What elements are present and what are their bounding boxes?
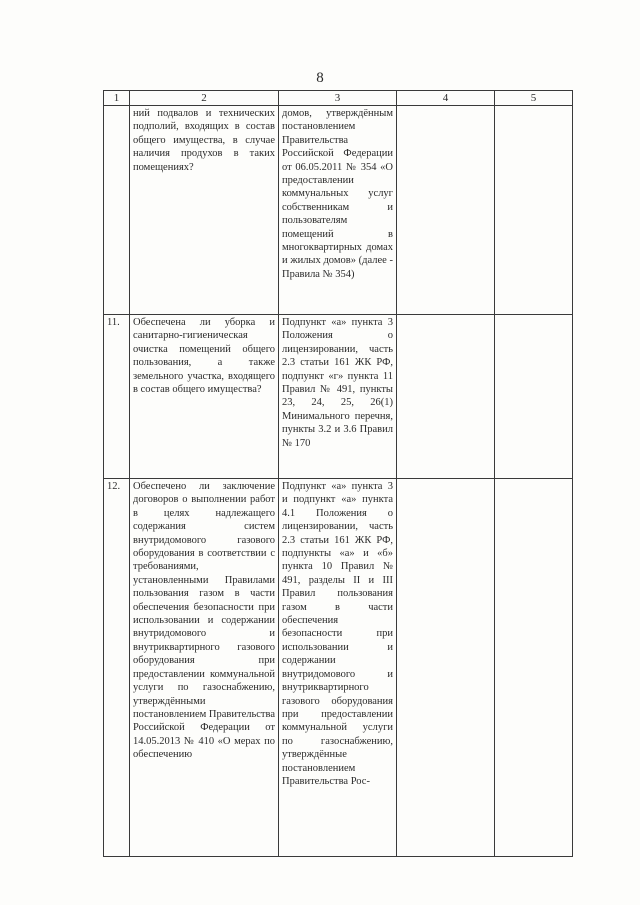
checklist-table <box>103 90 573 857</box>
header-col-2: 2 <box>130 91 279 106</box>
note-cell <box>495 315 573 479</box>
row-number: 11. <box>104 315 130 479</box>
question-cell: Обеспечена ли уборка и санитарно-гигиеническая очистка помещений общего пользования, а также земельного участка, входящего в состав общего имущества? <box>130 315 279 479</box>
header-col-4: 4 <box>397 91 495 106</box>
table-header-row <box>104 91 573 106</box>
header-col-5: 5 <box>495 91 573 106</box>
header-col-3: 3 <box>279 91 397 106</box>
table-row <box>104 315 573 479</box>
answer-cell <box>397 479 495 857</box>
note-cell <box>495 106 573 315</box>
reference-cell: Подпункт «а» пункта 3 Положения о лицензировании, часть 2.3 статьи 161 ЖК РФ, подпункт «г» пункта 11 Правил № 491, пункты 23, 24, 25, 26(1) Минимального перечня, пункты 3.2 и 3.6 Правил № 170 <box>279 315 397 479</box>
note-cell <box>495 479 573 857</box>
table-row <box>104 479 573 857</box>
question-cell: Обеспечено ли заключение договоров о выполнении работ в целях надлежащего содержания систем внутридомового газового оборудования в соответствии с требованиями, установленными Правилами пользования газом в части обеспечения безопасности при использовании и содержании внутридомового и внутриквартирного газового оборудования при предоставлении коммунальной услуги по газоснабжению, утверждёнными постановлением Правительства Российской Федерации от 14.05.2013 № 410 «О мерах по обеспечению <box>130 479 279 857</box>
reference-cell: домов, утверждённым постановлением Правительства Российской Федерации от 06.05.2011 № 354 «О предоставлении коммунальных услуг собственникам и пользователям помещений в многоквартирных домах и жилых домов» (далее - Правила № 354) <box>279 106 397 315</box>
row-number: 12. <box>104 479 130 857</box>
answer-cell <box>397 315 495 479</box>
table-row <box>104 106 573 315</box>
reference-cell: Подпункт «а» пункта 3 и подпункт «а» пункта 4.1 Положения о лицензировании, часть 2.3 статьи 161 ЖК РФ, подпункты «а» и «б» пункта 10 Правил № 491, разделы II и III Правил пользования газом в части обеспечения безопасности при использовании и содержании внутридомового и внутриквартирного газового оборудования при предоставлении коммунальной услуги по газоснабжению, утверждённые постановлением Правительства Рос- <box>279 479 397 857</box>
header-col-1: 1 <box>104 91 130 106</box>
answer-cell <box>397 106 495 315</box>
page-number: 8 <box>316 70 324 86</box>
row-number <box>104 106 130 315</box>
question-cell: ний подвалов и техничеcких подполий, входящих в состав общего имущества, в случае наличия продухов в таких помещениях? <box>130 106 279 315</box>
